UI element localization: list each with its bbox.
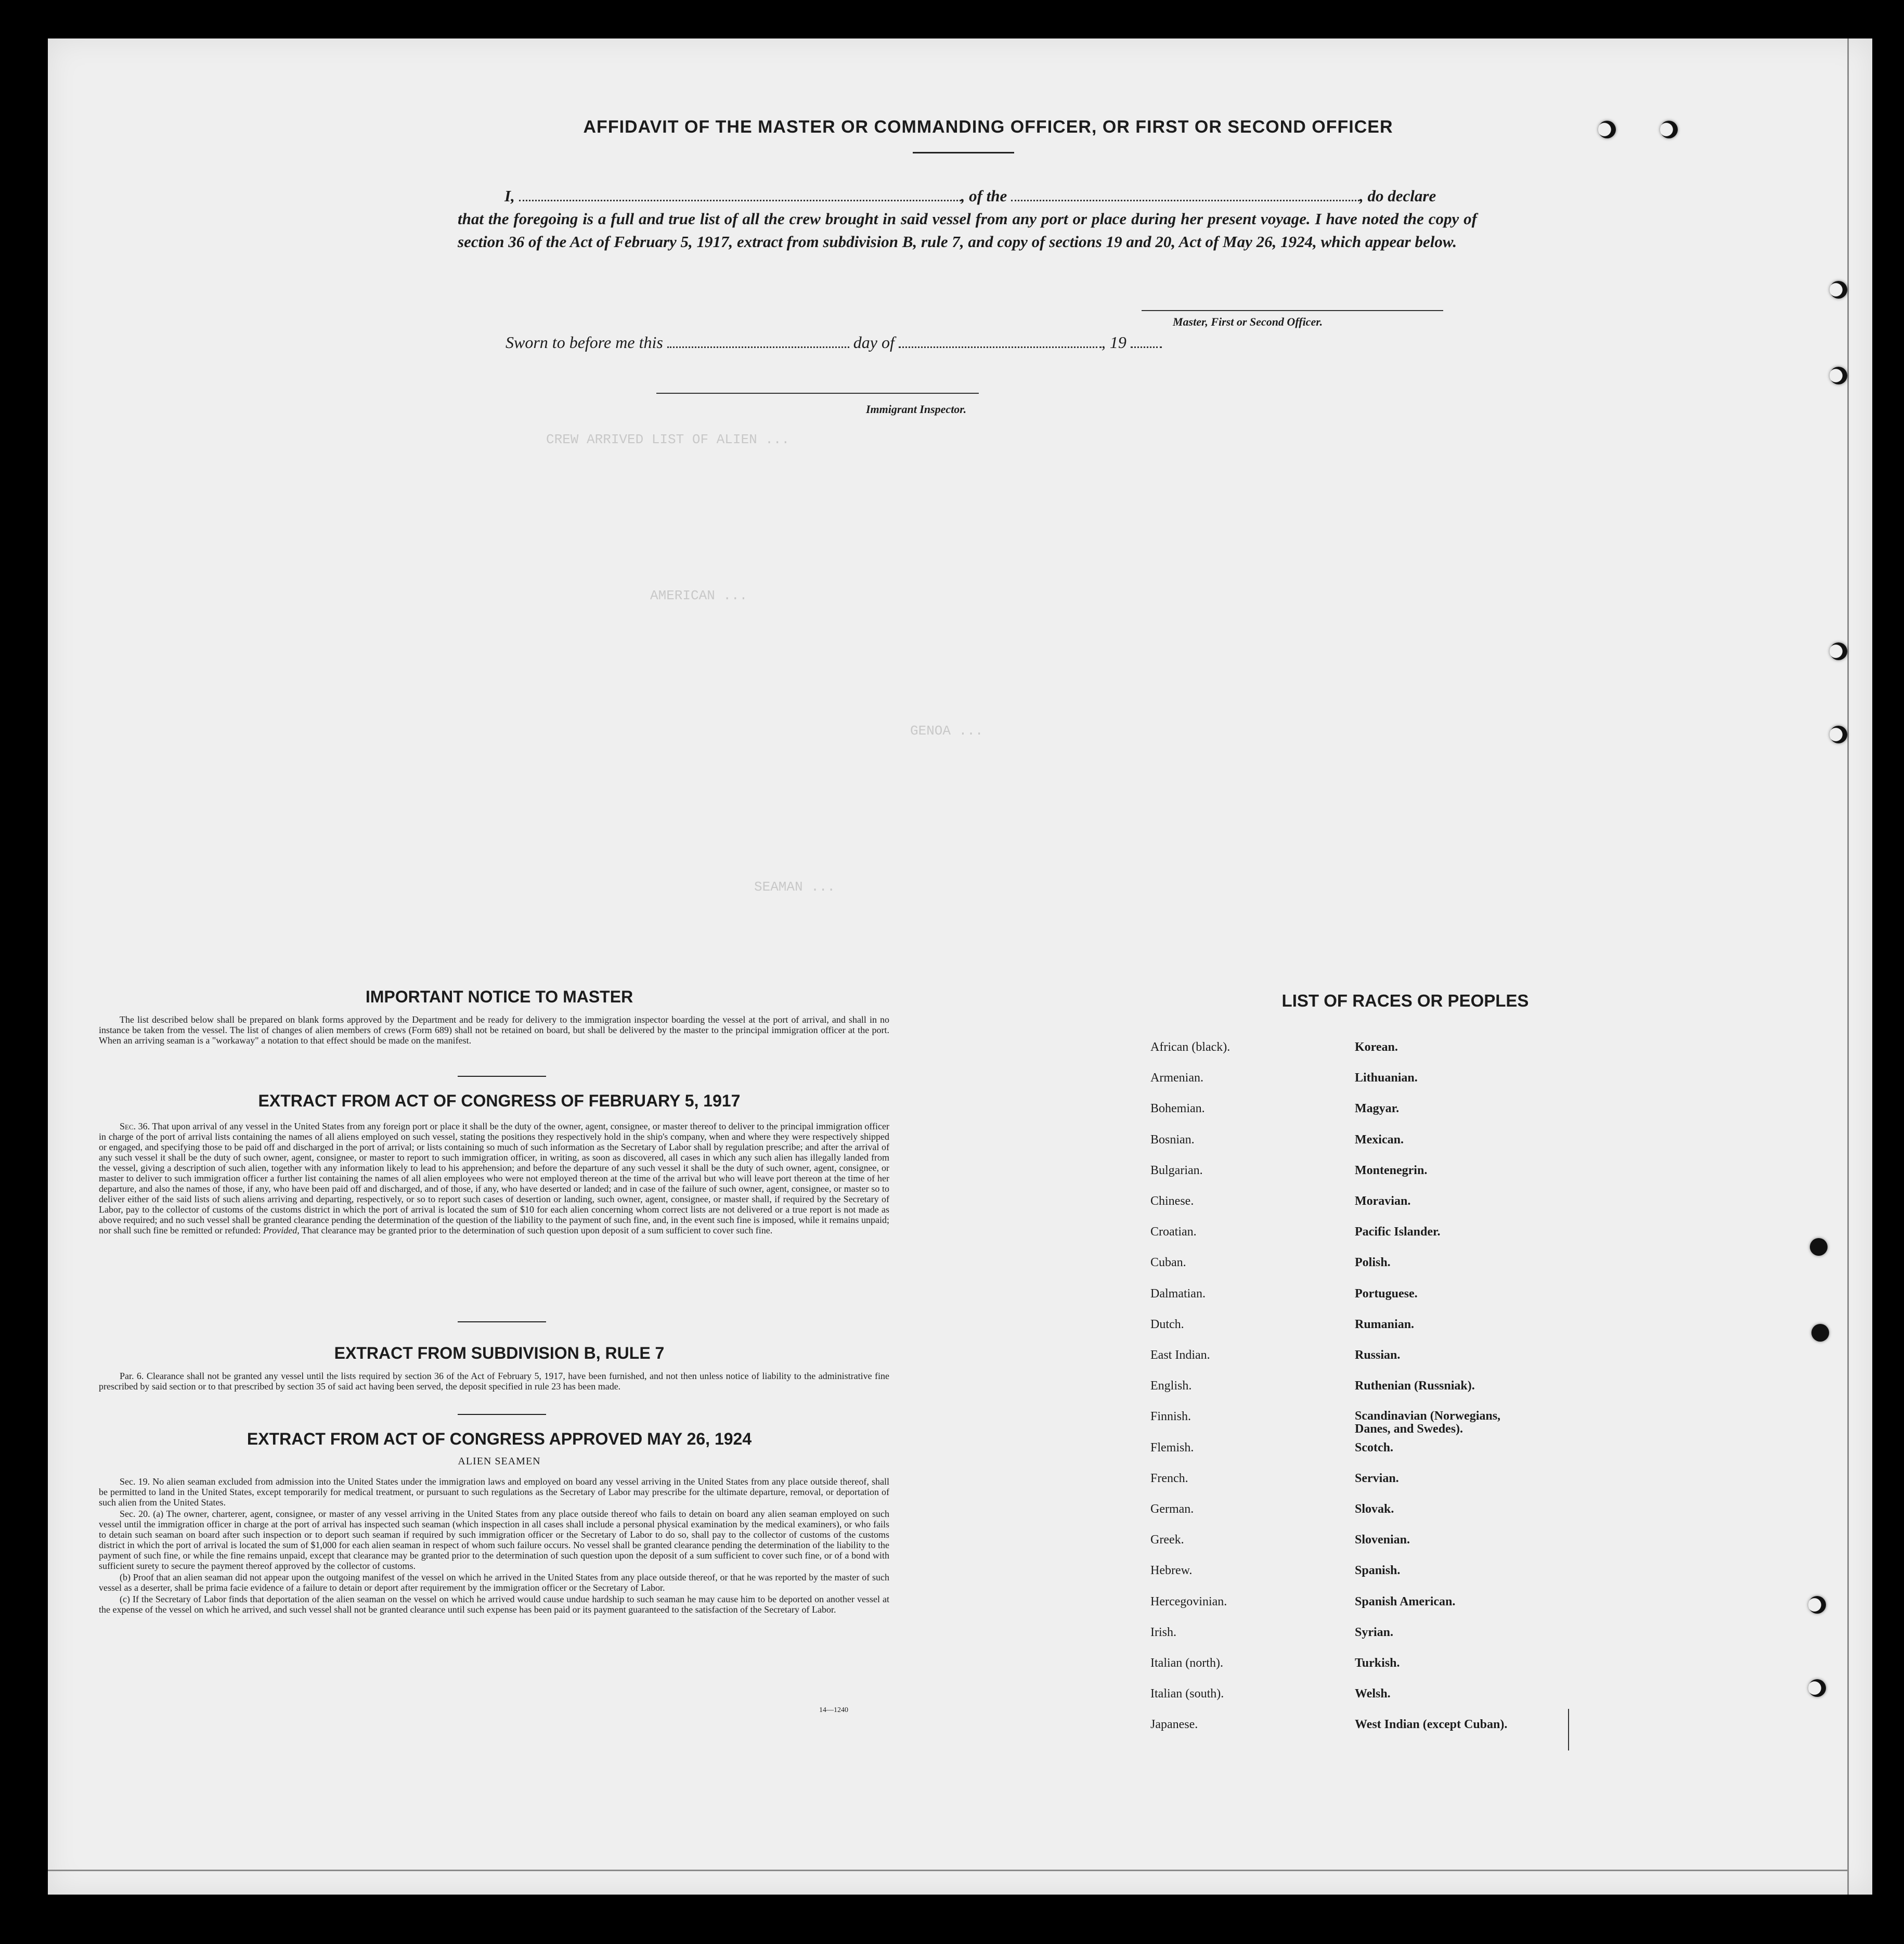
races-title: LIST OF RACES OR PEOPLES: [1281, 991, 1529, 1010]
race-item: Moravian.: [1355, 1194, 1411, 1208]
race-item: Pacific Islander.: [1355, 1225, 1441, 1239]
extract-1924-subtitle: ALIEN SEAMEN: [458, 1456, 541, 1467]
bleed-through-line: AMERICAN ...: [650, 588, 748, 603]
race-item: Italian (south).: [1150, 1687, 1224, 1701]
bleed-through-line: CREW ARRIVED LIST OF ALIEN ...: [546, 432, 790, 447]
affidavit-of-the-label: , of the: [961, 187, 1007, 205]
punch-hole: [1808, 1596, 1826, 1614]
punch-hole: [1808, 1679, 1826, 1697]
sworn-line: [506, 333, 1162, 352]
punch-hole: [1830, 281, 1847, 299]
race-item: Dutch.: [1150, 1317, 1184, 1331]
race-item: Cuban.: [1150, 1256, 1186, 1270]
affidavit-text: that the foregoing is a full and true list of all the crew brought in said vessel from any port or place during her present voyage. I have noted the copy of section 36 of the Act of February 5, 1917, extract from subdivision B, rule 7, and copy of sections 19 and 20, Act of May 26, 1924, which appear below.: [458, 210, 1477, 251]
race-item: Lithuanian.: [1355, 1071, 1418, 1085]
sworn-day-blank[interactable]: [667, 334, 849, 348]
notice-paragraph: The list described below shall be prepared on blank forms approved by the Department and be ready for delivery to the immigration inspector boarding the vessel at the port of arrival, and shall in no instance be taken from the vessel. The list of changes of alien members of crews (Form 689) shall not be retained on board, but shall be delivered by the master to the principal immigration officer at the port. When an arriving seaman is a "workaway" a notation to that effect should be made on the manifest.: [99, 1014, 889, 1046]
race-item: Ruthenian (Russniak).: [1355, 1379, 1475, 1393]
race-item: Polish.: [1355, 1256, 1391, 1270]
sworn-year-blank[interactable]: [1131, 334, 1162, 348]
race-item: Italian (north).: [1150, 1656, 1223, 1670]
section-label: Sec. 36.: [120, 1121, 150, 1131]
race-item: French.: [1150, 1471, 1188, 1485]
punch-hole: [1830, 642, 1847, 660]
inspector-label: Immigrant Inspector.: [866, 403, 967, 416]
divider: [913, 152, 1014, 153]
master-signature-label: Master, First or Second Officer.: [1173, 315, 1323, 328]
extract-rule7-text: [99, 1371, 889, 1393]
year-label: , 19: [1101, 333, 1126, 352]
race-item: Bosnian.: [1150, 1132, 1195, 1147]
affidavit-declare-label: , do declare: [1359, 187, 1436, 205]
affidavit-i-label: I,: [504, 187, 515, 205]
race-item: Scandinavian (Norwegians, Danes, and Swedes).: [1355, 1409, 1501, 1436]
inspector-signature-line[interactable]: [656, 393, 979, 394]
race-item: Japanese.: [1150, 1718, 1198, 1732]
race-item: Magyar.: [1355, 1102, 1400, 1116]
vessel-blank[interactable]: [1011, 187, 1359, 201]
race-item: Syrian.: [1355, 1625, 1394, 1639]
extract-1924-title: EXTRACT FROM ACT OF CONGRESS APPROVED MAY 26, 1924: [247, 1430, 752, 1448]
race-item: Russian.: [1355, 1348, 1401, 1362]
race-item: Flemish.: [1150, 1440, 1194, 1454]
sworn-month-blank[interactable]: [899, 334, 1102, 348]
extract-1917-text: [99, 1121, 889, 1237]
name-blank[interactable]: [519, 187, 961, 201]
race-item: Rumanian.: [1355, 1317, 1415, 1331]
punch-hole: [1830, 367, 1847, 384]
day-of-label: day of: [853, 333, 895, 352]
sec20a-paragraph: Sec. 20. (a) The owner, charterer, agent, consignee, or master of any vessel arriving in the United States from any place outside thereof who fails to detain on board any alien seaman employed on such vessel until the immigration officer in charge at the port of arrival has inspected such seaman (which inspection in all cases shall include a personal physical examination by the medical examiners), or who fails to detain such seaman on board after such inspection or to deport such seaman if required by such immigration officer or the Secretary of Labor to do so, shall pay to the collector of customs of the customs district in which the port of arrival is located the sum of $1,000 for each alien seaman in respect of whom such failure occurs. No vessel shall be granted clearance pending the determination of the liability to the payment of such fine, or while the fine remains unpaid, except that clearance may be granted prior to the determination of such question upon the deposit of a sum sufficient to cover such fine, or of a bond with sufficient surety to secure the payment thereof approved by the collector of customs.: [99, 1509, 889, 1571]
notice-text: [99, 1014, 889, 1047]
race-item: Chinese.: [1150, 1194, 1194, 1208]
race-item: African (black).: [1150, 1040, 1231, 1054]
race-item: Finnish.: [1150, 1410, 1191, 1424]
race-item: Servian.: [1355, 1471, 1399, 1485]
provided-text: That clearance may be granted prior to the determination of such question upon deposit of a sum sufficient to cover such fine.: [301, 1225, 773, 1235]
page-edge-line: [1847, 38, 1849, 1895]
notice-title: IMPORTANT NOTICE TO MASTER: [365, 987, 633, 1006]
punch-hole: [1810, 1238, 1828, 1256]
form-number: 14—1240: [819, 1706, 848, 1714]
race-item: German.: [1150, 1502, 1194, 1516]
race-item: Spanish American.: [1355, 1594, 1456, 1608]
race-item: Korean.: [1355, 1040, 1398, 1054]
race-item: Turkish.: [1355, 1656, 1400, 1670]
affidavit-title: AFFIDAVIT OF THE MASTER OR COMMANDING OFFICER, OR FIRST OR SECOND OFFICER: [583, 117, 1393, 137]
provided-label: Provided,: [263, 1225, 300, 1235]
section-text: That upon arrival of any vessel in the United States from any foreign port or place it shall be the duty of the owner, agent, consignee, or master thereof to deliver to the principal immigration officer in charge of the port of arrival lists containing the names of all aliens employed on such vessel, stating the positions they respectively hold in the ship's company, when and where they were respectively shipped or engaged, and specifying those to be paid off and discharged in the port of arrival; or lists containing so much of such information as the Secretary of Labor shall by regulation prescribe; and after the arrival of any such vessel it shall be the duty of such owner, agent, consignee, or master to report to such immigration officer, in writing, as soon as discovered, all cases in which any such alien has illegally landed from the vessel, giving a description of such alien, together with any information likely to lead to his apprehension; and before the departure of any such vessel it shall be the duty of such owner, agent, consignee, or master to deliver to such immigration officer a further list containing the names of all alien employees who were not employed thereon at the time of the arrival but who will leave port thereon at the time of her departure, and also the names of those, if any, who have been paid off and discharged, and of those, if any, who have deserted or landed; and in case of the failure of such owner, agent, consignee, or master so to deliver either of the said lists of such aliens arriving and departing, respectively, or so to report such cases of desertion or landing, such owner, agent, consignee, or master shall, if required by the Secretary of Labor, pay to the collector of customs of the customs district in which the port of arrival is located the sum of $10 for each alien concerning whom correct lists are not delivered or a true report is not made as above required; and no such vessel shall be granted clearance pending the determination of the question of the liability to the payment of such fine, and, in the event such fine is imposed, while it remains unpaid; nor shall such fine be remitted or refunded:: [99, 1121, 889, 1235]
divider: [458, 1076, 546, 1077]
race-item: Slovak.: [1355, 1502, 1394, 1516]
divider: [458, 1414, 546, 1415]
page-bottom-edge: [48, 1870, 1847, 1871]
races-column-rule: [1568, 1709, 1569, 1750]
sworn-label: Sworn to before me this: [506, 333, 663, 352]
bleed-through-line: GENOA ...: [910, 723, 983, 739]
race-item: Croatian.: [1150, 1225, 1197, 1239]
extract-1917-paragraph: [99, 1121, 889, 1235]
race-item: Welsh.: [1355, 1687, 1391, 1701]
race-item: Irish.: [1150, 1625, 1176, 1639]
race-item: East Indian.: [1150, 1348, 1210, 1362]
extract-rule7-title: EXTRACT FROM SUBDIVISION B, RULE 7: [334, 1344, 665, 1362]
race-item: Armenian.: [1150, 1071, 1203, 1085]
divider: [458, 1321, 546, 1322]
race-item: Mexican.: [1355, 1132, 1404, 1147]
punch-hole: [1811, 1324, 1829, 1342]
sec20b-paragraph: (b) Proof that an alien seaman did not appear upon the outgoing manifest of the vessel on which he arrived in the United States from any place outside thereof, or that he was reported by the master of such vessel as a deserter, shall be prima facie evidence of a failure to detain or deport after requirement by the immigration officer or the Secretary of Labor.: [99, 1572, 889, 1593]
extract-1917-title: EXTRACT FROM ACT OF CONGRESS OF FEBRUARY 5, 1917: [258, 1091, 741, 1110]
race-item: Spanish.: [1355, 1564, 1401, 1578]
punch-hole: [1830, 726, 1847, 743]
race-item: Scotch.: [1355, 1440, 1393, 1454]
race-item: Hercegovinian.: [1150, 1594, 1227, 1608]
affidavit-body: [458, 185, 1477, 253]
race-item: Hebrew.: [1150, 1564, 1193, 1578]
race-item: Greek.: [1150, 1533, 1184, 1547]
race-item: Slovenian.: [1355, 1533, 1410, 1547]
race-item: Bohemian.: [1150, 1102, 1205, 1116]
extract-1924-text: [99, 1476, 889, 1616]
master-signature-line[interactable]: [1142, 310, 1443, 311]
extract-rule7-paragraph: Par. 6. Clearance shall not be granted any vessel until the lists required by section 36 of the Act of February 5, 1917, have been furnished, and not then unless notice of liability to the administrative fine prescribed by said section or to that prescribed by section 35 of said act having been served, the deposit specified in rule 23 has been made.: [99, 1371, 889, 1392]
bleed-through-line: SEAMAN ...: [754, 879, 836, 895]
sec19-paragraph: Sec. 19. No alien seaman excluded from admission into the United States under the immigration laws and employed on board any vessel arriving in the United States from any place outside thereof, shall be permitted to land in the United States, except temporarily for medical treatment, or pursuant to such regulations as the Secretary of Labor may prescribe for the ultimate departure, removal, or deportation of such alien from the United States.: [99, 1476, 889, 1508]
race-item: Dalmatian.: [1150, 1286, 1206, 1301]
punch-hole: [1598, 121, 1616, 138]
race-item: West Indian (except Cuban).: [1355, 1718, 1508, 1732]
race-item: Portuguese.: [1355, 1286, 1418, 1301]
punch-hole: [1660, 121, 1678, 138]
race-item: Bulgarian.: [1150, 1163, 1203, 1177]
sec20c-paragraph: (c) If the Secretary of Labor finds that deportation of the alien seaman on the vessel on which he arrived would cause undue hardship to such seaman he may cause him to be deported on another vessel at the expense of the vessel on which he arrived, and such vessel shall not be granted clearance until such expense has been paid or its payment guaranteed to the satisfaction of the Secretary of Labor.: [99, 1594, 889, 1615]
race-item: English.: [1150, 1379, 1192, 1393]
affidavit-first-line: [458, 185, 1477, 208]
race-item: Montenegrin.: [1355, 1163, 1428, 1177]
